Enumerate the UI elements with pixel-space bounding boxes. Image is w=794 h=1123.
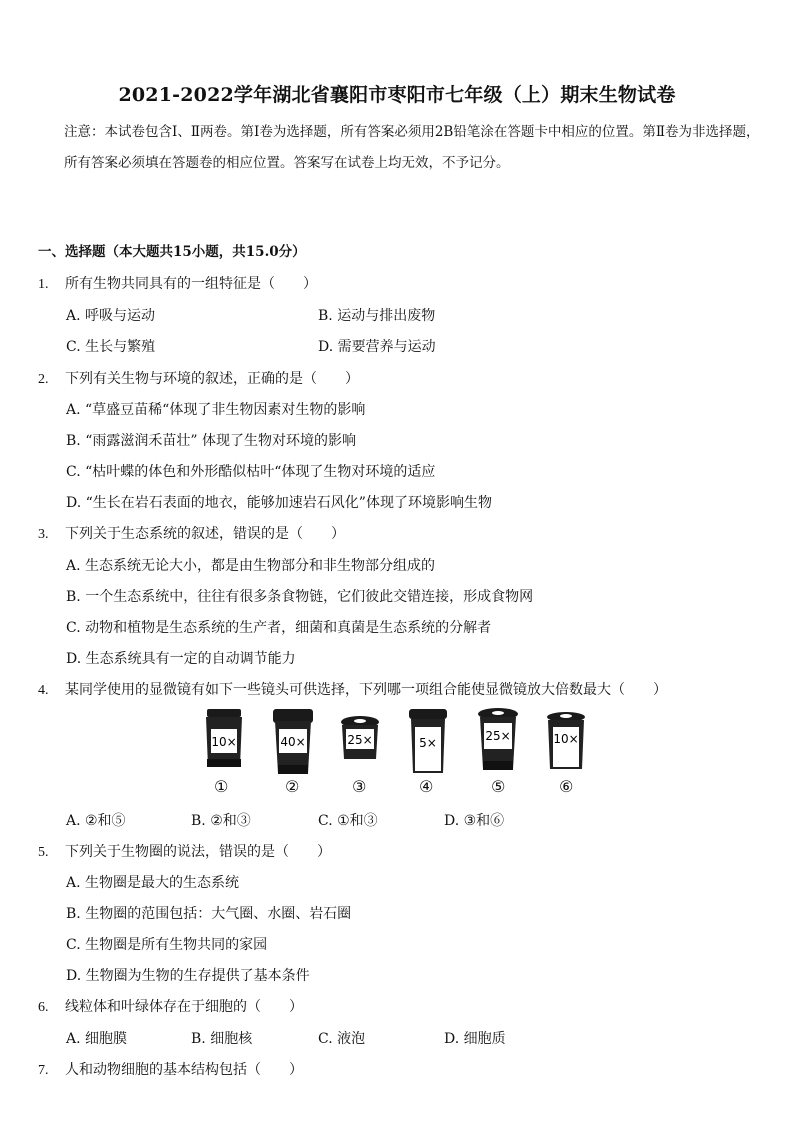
question-stem: 所有生物共同具有的一组特征是（ ）	[65, 276, 317, 292]
option-b[interactable]: B. 生物圈的范围包括：大气圈、水圈、岩石圈	[66, 906, 352, 922]
option-c[interactable]: C. ①和③	[318, 813, 378, 829]
lens-number: ⑤	[491, 777, 506, 796]
lens-label: 25×	[347, 733, 373, 747]
question-number: 7.	[38, 1063, 49, 1078]
lens-label: 5×	[419, 736, 437, 750]
option-c[interactable]: C. 生物圈是所有生物共同的家园	[66, 937, 268, 953]
lens-number: ①	[214, 777, 229, 796]
option-b[interactable]: B. ②和③	[191, 813, 251, 829]
lens-2	[270, 707, 316, 777]
question-number: 2.	[38, 372, 49, 387]
question-number: 1.	[38, 277, 49, 292]
question-number: 3.	[38, 527, 49, 542]
question-stem: 下列关于生物圈的说法，错误的是（ ）	[65, 844, 331, 860]
lens-4	[406, 707, 450, 777]
option-a[interactable]: A. “草盛豆苗稀“体现了非生物因素对生物的影响	[66, 402, 366, 418]
question-stem: 某同学使用的显微镜有如下一些镜头可供选择，下列哪一项组合能使显微镜放大倍数最大（ ）	[65, 682, 667, 698]
eyepiece-lens-icon	[338, 715, 382, 761]
question-stem: 下列有关生物与环境的叙述，正确的是（ ）	[65, 371, 359, 387]
option-d[interactable]: D. “生长在岩石表面的地衣，能够加速岩石风化”体现了环境影响生物	[66, 495, 492, 511]
question-2	[38, 368, 359, 388]
question-stem: 下列关于生态系统的叙述，错误的是（ ）	[65, 526, 345, 542]
option-c[interactable]: C. “枯叶蝶的体色和外形酷似枯叶“体现了生物对环境的适应	[66, 464, 436, 480]
lens-5	[475, 707, 521, 773]
option-b[interactable]: B. 一个生态系统中，往往有很多条食物链，它们彼此交错连接，形成食物网	[66, 589, 534, 605]
option-c[interactable]: C. 动物和植物是生态系统的生产者，细菌和真菌是生态系统的分解者	[66, 620, 492, 636]
lens-1	[202, 707, 246, 769]
option-a[interactable]: A. ②和⑤	[66, 813, 126, 829]
objective-lens-icon	[475, 707, 521, 773]
lens-number: ③	[352, 777, 367, 796]
lens-6	[544, 711, 588, 771]
objective-lens-icon	[544, 711, 588, 771]
question-number: 4.	[38, 683, 49, 698]
option-b[interactable]: B. “雨露滋润禾苗壮” 体现了生物对环境的影响	[66, 433, 356, 449]
option-b[interactable]: B. 细胞核	[191, 1031, 253, 1047]
objective-lens-icon	[270, 707, 316, 777]
lens-label: 10×	[211, 735, 237, 749]
lens-label: 25×	[485, 729, 511, 743]
option-d[interactable]: D. ③和⑥	[444, 813, 505, 829]
option-d[interactable]: D. 生物圈为生物的生存提供了基本条件	[66, 968, 310, 984]
question-6	[38, 996, 303, 1016]
lens-label: 40×	[280, 735, 306, 749]
question-1	[38, 273, 317, 293]
lens-number: ④	[419, 777, 434, 796]
objective-lens-icon	[406, 707, 450, 777]
option-d[interactable]: D. 生态系统具有一定的自动调节能力	[66, 651, 296, 667]
option-a[interactable]: A. 生物圈是最大的生态系统	[66, 875, 240, 891]
option-c[interactable]: C. 液泡	[318, 1031, 366, 1047]
question-7	[38, 1059, 303, 1079]
lens-3	[338, 715, 382, 761]
question-3	[38, 523, 345, 543]
exam-title: 2021-2022学年湖北省襄阳市枣阳市七年级（上）期末生物试卷	[118, 84, 676, 106]
option-c[interactable]: C. 生长与繁殖	[66, 339, 156, 355]
section-heading: 一、选择题（本大题共15小题，共15.0分）	[38, 244, 306, 260]
option-d[interactable]: D. 细胞质	[444, 1031, 506, 1047]
eyepiece-lens-icon	[202, 707, 246, 769]
question-4	[38, 679, 667, 699]
option-a[interactable]: A. 生态系统无论大小，都是由生物部分和非生物部分组成的	[66, 558, 436, 574]
question-5	[38, 841, 331, 861]
question-number: 5.	[38, 845, 49, 860]
lens-label: 10×	[553, 732, 579, 746]
option-a[interactable]: A. 呼吸与运动	[66, 308, 156, 324]
option-a[interactable]: A. 细胞膜	[66, 1031, 128, 1047]
microscope-lens-figure	[197, 707, 597, 802]
exam-notice: 注意：本试卷包含Ⅰ、Ⅱ两卷。第Ⅰ卷为选择题，所有答案必须用2B铅笔涂在答题卡中相应的位置。第Ⅱ卷为非选择题，所有答案必须填在答题卷的相应位置。答案写在试卷上均无效，不予记分。	[64, 124, 760, 171]
question-number: 6.	[38, 1000, 49, 1015]
lens-number: ⑥	[559, 777, 574, 796]
lens-number: ②	[285, 777, 300, 796]
question-stem: 线粒体和叶绿体存在于细胞的（ ）	[65, 999, 303, 1015]
option-b[interactable]: B. 运动与排出废物	[318, 308, 436, 324]
option-d[interactable]: D. 需要营养与运动	[318, 339, 436, 355]
question-stem: 人和动物细胞的基本结构包括（ ）	[65, 1062, 303, 1078]
